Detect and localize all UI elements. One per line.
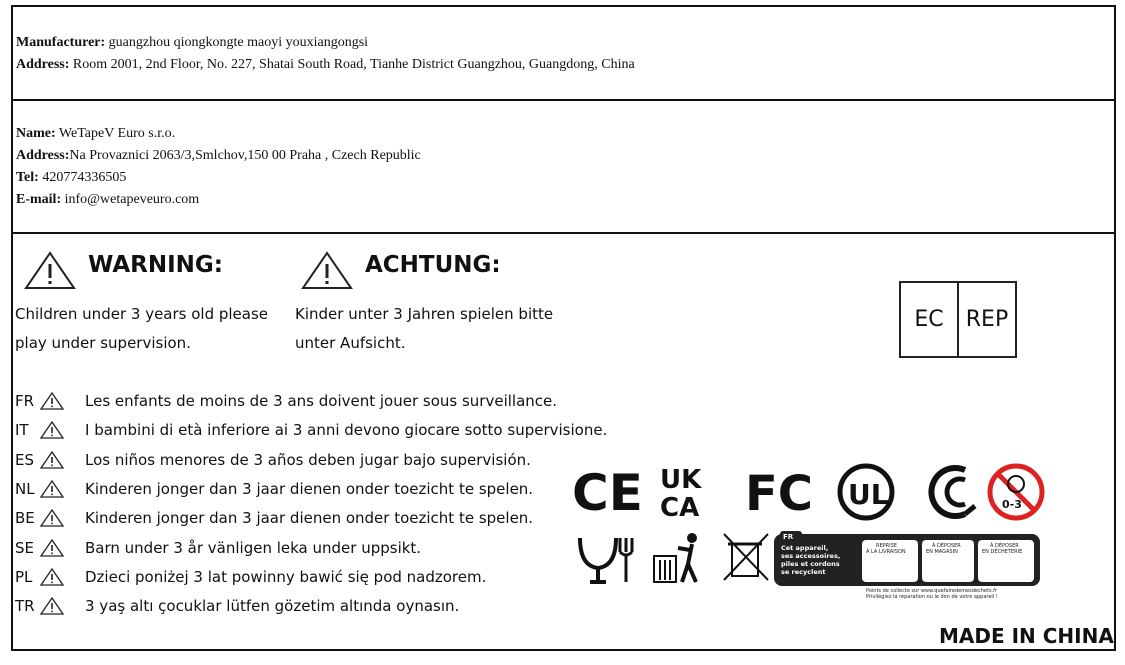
warning-en-text [15,300,268,358]
warning-en-line2: play under supervision. [15,334,191,352]
language-row-fr [15,387,557,415]
warning-en-title: WARNING: [88,252,223,278]
certification-marks [570,462,1050,522]
warning-de-text [295,300,553,358]
manufacturer-address-value: Room 2001, 2nd Floor, No. 227, Shatai South Road, Tianhe District Guangzhou, Guangdong, China [72,57,635,72]
age-restriction-icon [990,466,1042,518]
language-warning-text: Los niños menores de 3 años deben jugar bajo supervisión. [85,450,531,469]
ec-rep-left: EC [901,283,959,356]
language-code: SE [15,538,34,557]
svg-text:À DÉPOSER: À DÉPOSER [990,543,1019,549]
language-code: NL [15,479,35,498]
language-code: ES [15,450,34,469]
svg-text:CE: CE [572,464,643,522]
language-code: BE [15,509,35,528]
svg-text:Points de collecte sur www.que: Points de collecte sur www.quefairedemesdechets.fr [866,588,997,594]
svg-text:Cet appareil,: Cet appareil, [781,544,829,552]
svg-text:FR: FR [783,533,794,541]
svg-text:Privilégiez la réparation ou l: Privilégiez la réparation ou le don de votre appareil ! [866,594,998,600]
rep-email-value: info@wetapeveuro.com [64,192,200,207]
svg-text:se recyclent: se recyclent [781,568,826,576]
tidyman-icon [654,533,697,582]
language-warning-text: I bambini di età inferiore ai 3 anni devono giocare sotto supervisione. [85,421,608,440]
warning-triangle-icon [37,478,67,500]
language-row-it [15,416,607,444]
rep-address-value: Na Provaznici 2063/3,Smlchov,150 00 Praha , Czech Republic [69,148,421,163]
rep-tel-value: 420774336505 [42,170,127,185]
language-warning-text: Les enfants de moins de 3 ans doivent jouer sous surveillance. [85,392,558,410]
language-row-be [15,504,533,532]
warning-triangle-icon [22,248,78,292]
language-code: TR [15,597,35,616]
manufacturer-address-line [16,54,635,76]
ul-mark-icon [840,466,892,518]
svg-text:0-3: 0-3 [1002,498,1022,511]
ce-mark-icon [572,464,643,522]
warning-triangle-icon [37,566,67,588]
divider-2 [11,232,1116,234]
manufacturer-address-label: Address: [16,57,70,72]
language-warning-text: Barn under 3 år vänligen leka under uppsikt. [85,538,422,557]
ec-rep-symbol [899,281,1017,358]
rep-name-line [16,123,421,145]
rep-address-label: Address: [16,148,70,163]
made-in-china: MADE IN CHINA [939,624,1114,648]
warning-de-line1: Kinder unter 3 Jahren spielen bitte [295,305,554,323]
language-code: PL [15,567,33,586]
representative-block [16,123,421,211]
language-row-tr [15,592,459,620]
svg-text:ses accessoires,: ses accessoires, [781,552,841,560]
warning-de-title: ACHTUNG: [365,252,501,278]
rep-tel-label: Tel: [16,170,39,185]
rep-address-line [16,145,421,167]
warning-en-line1: Children under 3 years old please [15,305,269,323]
svg-text:FC: FC [745,466,814,522]
rep-tel-line [16,167,421,189]
language-warning-text: 3 yaş altı çocuklar lütfen gözetim altında oynasın. [85,597,460,616]
warning-triangle-icon [37,449,67,471]
svg-text:EN DÉCHETERIE: EN DÉCHETERIE [982,549,1023,555]
warning-triangle-icon [37,595,67,617]
divider-1 [11,99,1116,101]
svg-text:À DÉPOSER: À DÉPOSER [932,543,961,549]
language-warning-text: Dzieci poniżej 3 lat powinny bawić się pod nadzorem. [85,567,487,586]
svg-text:REPRISE: REPRISE [876,543,897,549]
language-row-nl [15,475,533,503]
rep-name-value: WeTapeV Euro s.r.o. [58,126,176,141]
recycle-c-mark-icon [931,468,975,516]
svg-text:UL: UL [848,478,889,511]
warning-triangle-icon [37,390,67,412]
language-code: FR [15,392,35,410]
svg-text:CA: CA [660,493,700,522]
language-row-se [15,534,421,562]
rep-name-label: Name: [16,126,56,141]
ukca-mark-icon [660,465,702,522]
weee-bin-icon [724,534,768,580]
warning-de-line2: unter Aufsicht. [295,334,406,352]
manufacturer-block [16,32,635,76]
language-warning-text: Kinderen jonger dan 3 jaar dienen onder toezicht te spelen. [85,479,534,498]
fcc-mark-icon [745,466,813,522]
language-warning-text: Kinderen jonger dan 3 jaar dienen onder toezicht te spelen. [85,509,534,528]
svg-text:UK: UK [660,465,702,495]
rep-email-label: E-mail: [16,192,62,207]
warning-triangle-icon [37,419,67,441]
manufacturer-value: guangzhou qiongkongte maoyi youxiangongsi [108,35,369,50]
disposal-symbols [576,530,1056,600]
rep-email-line [16,189,421,211]
manufacturer-label: Manufacturer: [16,35,106,50]
svg-text:piles et cordons: piles et cordons [781,560,840,568]
manufacturer-line [16,32,635,54]
language-code: IT [15,421,29,440]
warning-triangle-icon [299,248,355,292]
svg-text:À LA LIVRAISON: À LA LIVRAISON [866,549,906,555]
language-row-pl [15,563,486,591]
language-row-es [15,446,531,474]
warning-triangle-icon [37,537,67,559]
triman-recycling-info [774,531,1040,600]
warning-triangle-icon [37,507,67,529]
food-safe-icon [580,538,632,582]
ec-rep-right: REP [965,307,1009,332]
svg-text:EN MAGASIN: EN MAGASIN [926,549,958,555]
